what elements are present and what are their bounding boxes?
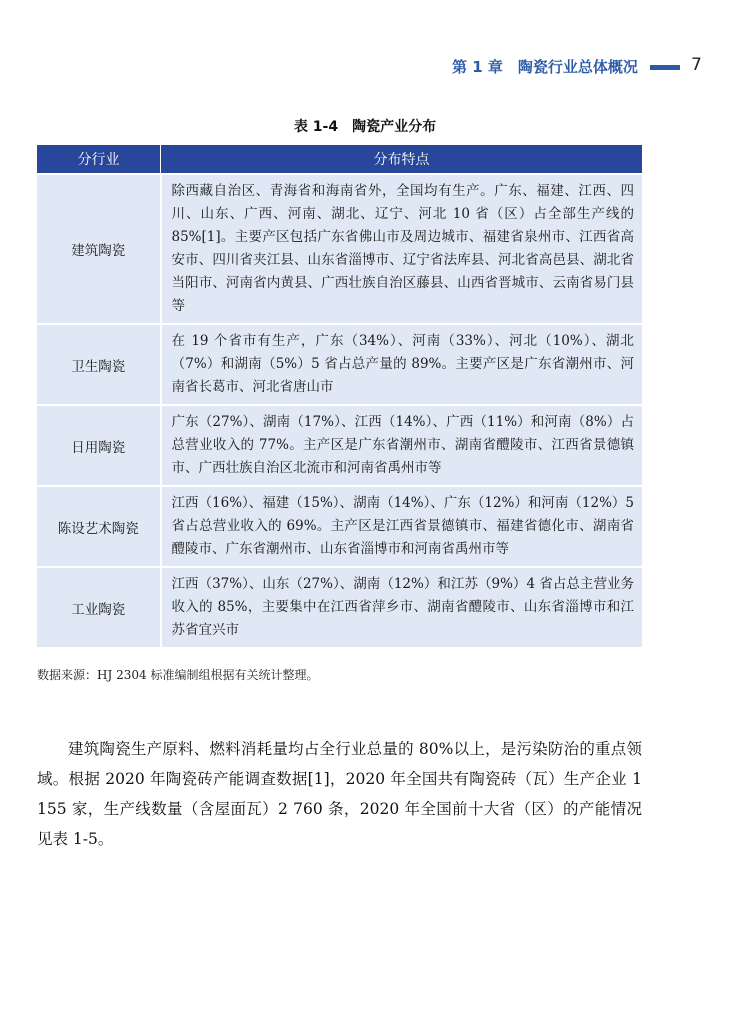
description-cell: 江西（37%）、山东（27%）、湖南（12%）和江苏（9%）4 省占总主营业务收入的 85%，主要集中在江西省萍乡市、湖南省醴陵市、山东省淄博市和江苏省宜兴市 [161, 567, 643, 647]
source-note: 数据来源：HJ 2304 标准编制组根据有关统计整理。 [37, 668, 319, 682]
sector-cell: 陈设艺术陶瓷 [37, 486, 161, 567]
distribution-table [37, 145, 642, 647]
body-paragraph: 建筑陶瓷生产原料、燃料消耗量均占全行业总量的 80%以上，是污染防治的重点领域。根据 2020 年陶瓷砖产能调查数据[1]，2020 年全国共有陶瓷砖（瓦）生产企业 1 155 家，生产线数量（含屋面瓦）2 760 条，2020 年全国前十大省（区）的产能情况见表 1-5。 [37, 739, 642, 848]
page-number: 7 [691, 55, 702, 75]
column-header-sector: 分行业 [37, 145, 161, 174]
sector-cell: 日用陶瓷 [37, 405, 161, 486]
header-accent-bar [650, 65, 680, 70]
table-row [37, 324, 642, 405]
column-header-features: 分布特点 [161, 145, 643, 174]
table-title: 表 1-4 陶瓷产业分布 [293, 119, 437, 135]
sector-cell: 卫生陶瓷 [37, 324, 161, 405]
page-header [0, 56, 730, 82]
description-cell: 江西（16%）、福建（15%）、湖南（14%）、广东（12%）和河南（12%）5 省占总营业收入的 69%。主产区是江西省景德镇市、福建省德化市、湖南省醴陵市、广东省潮州市、山东省淄博市和河南省禹州市等 [161, 486, 643, 567]
description-cell: 除西藏自治区、青海省和海南省外，全国均有生产。广东、福建、江西、四川、山东、广西、河南、湖北、辽宁、河北 10 省（区）占全部生产线的 85%[1]。主要产区包括广东省佛山市及周边城市、福建省泉州市、江西省高安市、四川省夹江县、山东省淄博市、辽宁省法库县、河北省高邑县、湖北省当阳市、河南省内黄县、广西壮族自治区藤县、山西省晋城市、云南省易门县等 [161, 174, 643, 324]
sector-cell: 工业陶瓷 [37, 567, 161, 647]
description-cell: 在 19 个省市有生产，广东（34%）、河南（33%）、河北（10%）、湖北（7%）和湖南（5%）5 省占总产量的 89%。主要产区是广东省潮州市、河南省长葛市、河北省唐山市 [161, 324, 643, 405]
table-row [37, 486, 642, 567]
chapter-title: 第 1 章 陶瓷行业总体概况 [452, 58, 638, 76]
table-row [37, 567, 642, 647]
table-row [37, 174, 642, 324]
sector-cell: 建筑陶瓷 [37, 174, 161, 324]
table-row [37, 405, 642, 486]
description-cell: 广东（27%）、湖南（17%）、江西（14%）、广西（11%）和河南（8%）占总营业收入的 77%。主产区是广东省潮州市、湖南省醴陵市、江西省景德镇市、广西壮族自治区北流市和河南省禹州市等 [161, 405, 643, 486]
table-header-row [37, 145, 642, 174]
